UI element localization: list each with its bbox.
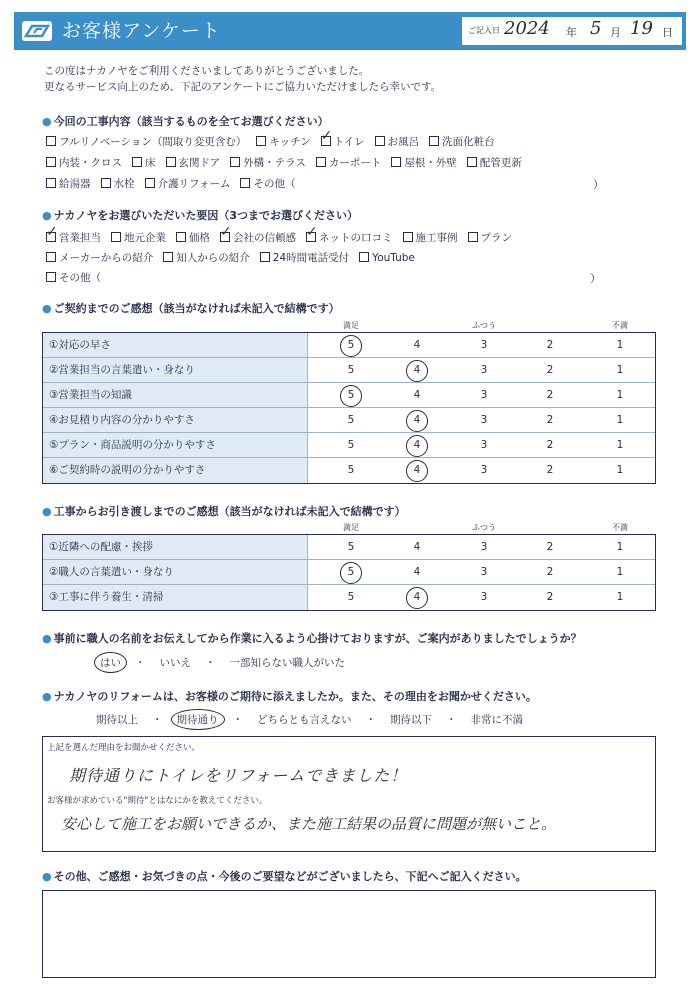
q6-options	[92, 712, 527, 727]
other-comments-box[interactable]	[42, 890, 656, 978]
expectation-label: お客様が求めている"期待"とはなにかを教えてください。	[47, 796, 268, 806]
q2-option[interactable]	[111, 230, 166, 245]
rating-value[interactable]: 1	[616, 541, 624, 553]
rating-value-selected[interactable]: 4	[402, 585, 432, 609]
q2-option-label: 価格	[189, 232, 210, 244]
rating-row	[43, 560, 655, 585]
rating-value[interactable]: 5	[347, 414, 355, 426]
bullet-icon: ●	[42, 690, 52, 703]
rating-value-selected[interactable]: 4	[402, 408, 432, 432]
option[interactable]: いいえ	[159, 657, 191, 669]
checkbox-icon[interactable]	[101, 178, 111, 188]
rating-row	[43, 333, 655, 358]
date-month-value: 5	[590, 18, 602, 39]
expectation-answer: 安心して施工をお願いできるか、また施工結果の品質に問題が無いこと。	[61, 815, 557, 833]
rating-row	[43, 383, 655, 408]
q5-title	[42, 630, 582, 646]
q1-option[interactable]	[46, 176, 91, 191]
rating-value[interactable]: 3	[480, 464, 488, 476]
date-year-value: 2024	[504, 18, 550, 39]
q4-title-text: 工事からお引き渡しまでのご感想（該当がなければ未記入で結構です）	[53, 505, 406, 518]
bullet-icon: ●	[42, 632, 52, 645]
rating-value[interactable]: 3	[480, 439, 488, 451]
q1-option[interactable]	[375, 134, 420, 149]
page-title: お客様アンケート	[62, 20, 221, 42]
q1-options-row	[46, 176, 305, 191]
rating-value[interactable]: 3	[480, 339, 488, 351]
rating-value[interactable]: 2	[546, 541, 554, 553]
q5-title-text: 事前に職人の名前をお伝えしてから作業に入るよう心掛けておりますが、ご案内がありましたでしょうか？	[53, 632, 582, 645]
option[interactable]: 一部知らない職人がいた	[229, 657, 345, 669]
rating-value[interactable]: 2	[546, 339, 554, 351]
reason-label: 上記を選んだ理由をお聞かせください。	[47, 743, 201, 753]
q1-option-label: 水栓	[113, 178, 135, 190]
q1-option[interactable]	[132, 155, 156, 170]
q1-title	[42, 113, 329, 129]
q3-rating-table	[42, 332, 656, 484]
bullet-icon: ●	[42, 870, 52, 883]
option[interactable]: 期待以下	[390, 714, 432, 726]
rating-value[interactable]: 1	[616, 591, 624, 603]
checkbox-icon[interactable]	[429, 136, 439, 146]
rating-value-selected[interactable]: 5	[336, 383, 366, 407]
intro-line: 更なるサービス向上のため、下記のアンケートにご協力いただけましたら幸いです。	[44, 81, 442, 93]
rating-value[interactable]: 3	[480, 541, 488, 553]
q1-option-label: トイレ	[333, 136, 365, 148]
company-logo-icon	[22, 21, 52, 41]
q1-option-label: 屋根・外壁	[404, 157, 457, 169]
checkbox-icon[interactable]	[467, 157, 477, 167]
rating-item-label: ③営業担当の知識	[43, 383, 308, 407]
q1-options-row	[46, 155, 532, 170]
checkbox-icon[interactable]	[46, 178, 56, 188]
q2-option[interactable]	[306, 230, 393, 245]
checkbox-icon[interactable]	[46, 136, 56, 146]
rating-value[interactable]: 4	[413, 541, 421, 553]
checkbox-icon[interactable]	[256, 136, 266, 146]
checkbox-checked-icon[interactable]	[46, 232, 56, 242]
rating-item-label: ④お見積り内容の分かりやすさ	[43, 408, 308, 432]
checkbox-icon[interactable]	[316, 157, 326, 167]
option[interactable]: 非常に不満	[470, 714, 523, 726]
q1-option-label: その他（	[253, 178, 296, 190]
q5-options	[96, 655, 349, 670]
rating-value[interactable]: 2	[546, 591, 554, 603]
q2-option[interactable]	[220, 230, 296, 245]
bullet-icon: ●	[42, 115, 52, 128]
header-bar	[14, 12, 686, 50]
rating-value[interactable]: 3	[480, 566, 488, 578]
rating-value[interactable]: 1	[616, 566, 624, 578]
scale-low-label: 不満	[612, 523, 628, 532]
checkbox-icon[interactable]	[166, 157, 176, 167]
q1-option[interactable]	[166, 155, 221, 170]
rating-value[interactable]: 5	[347, 591, 355, 603]
checkbox-icon[interactable]	[46, 272, 56, 282]
q1-option[interactable]	[145, 176, 231, 191]
q1-option-label: 内装・クロス	[59, 157, 122, 169]
q1-option[interactable]	[240, 176, 295, 191]
rating-value[interactable]: 1	[616, 439, 624, 451]
scale-high-label: 満足	[343, 523, 359, 532]
q2-option-label: 施工事例	[415, 232, 458, 244]
q2-option-label: 知人からの紹介	[176, 252, 250, 264]
checkbox-icon[interactable]	[145, 178, 155, 188]
q2-option[interactable]	[359, 252, 415, 264]
rating-value-selected[interactable]: 5	[336, 560, 366, 584]
q1-option-label: お風呂	[387, 136, 420, 148]
q2-option[interactable]	[46, 230, 101, 245]
rating-item-label: ③工事に伴う養生・清掃	[43, 585, 308, 610]
option-separator: ・	[365, 714, 376, 726]
checkbox-checked-icon[interactable]	[306, 232, 316, 242]
q1-option-label: 配管更新	[479, 157, 522, 169]
date-label: ご記入日	[468, 26, 500, 35]
q1-option-label: 介護リフォーム	[157, 178, 231, 190]
rating-value[interactable]: 2	[546, 439, 554, 451]
q1-option[interactable]	[391, 155, 457, 170]
q2-option-label: ネットの口コミ	[319, 232, 393, 244]
rating-row	[43, 433, 655, 458]
checkbox-icon[interactable]	[230, 157, 240, 167]
q2-options-row	[46, 230, 522, 245]
q1-other-paren: ）	[593, 178, 604, 191]
intro-text	[44, 63, 441, 95]
rating-row	[43, 535, 655, 560]
checkbox-icon[interactable]	[176, 232, 186, 242]
checkbox-checked-icon[interactable]	[220, 232, 230, 242]
rating-value[interactable]: 2	[546, 464, 554, 476]
rating-item-label: ①近隣への配慮・挨拶	[43, 535, 308, 559]
checkbox-icon[interactable]	[163, 252, 173, 262]
q2-title	[42, 207, 358, 223]
rating-value[interactable]: 1	[616, 389, 624, 401]
q2-option[interactable]	[468, 230, 513, 245]
q2-options-row	[46, 270, 111, 285]
date-field[interactable]	[462, 17, 682, 45]
checkbox-icon[interactable]	[46, 252, 56, 262]
q1-option-label: キッチン	[269, 136, 311, 148]
q2-option[interactable]	[46, 270, 101, 285]
q1-option[interactable]	[230, 155, 306, 170]
q4-rating-table	[42, 534, 656, 611]
rating-value[interactable]: 5	[347, 464, 355, 476]
q1-option-label: 玄関ドア	[178, 157, 221, 169]
rating-row	[43, 458, 655, 483]
option[interactable]: どちらとも言えない	[257, 714, 352, 726]
rating-value[interactable]: 2	[546, 414, 554, 426]
rating-value[interactable]: 5	[347, 541, 355, 553]
q3-title	[42, 300, 340, 316]
checkbox-icon[interactable]	[132, 157, 142, 167]
rating-item-label: ②営業担当の言葉遣い・身なり	[43, 358, 308, 382]
rating-value[interactable]: 3	[480, 414, 488, 426]
rating-value-selected[interactable]: 5	[336, 333, 366, 357]
date-day-unit: 日	[662, 26, 673, 39]
rating-value[interactable]: 1	[616, 464, 624, 476]
q2-option[interactable]	[176, 230, 210, 245]
q4-title	[42, 503, 406, 519]
scale-low-label: 不満	[612, 321, 628, 330]
q1-option-label: 洗面化粧台	[442, 136, 495, 148]
rating-item-label: ②職人の言葉遣い・身なり	[43, 560, 308, 584]
q1-option[interactable]	[321, 134, 365, 149]
q1-option[interactable]	[46, 155, 122, 170]
rating-value[interactable]: 2	[546, 364, 554, 376]
q2-option-label: メーカーからの紹介	[59, 252, 154, 264]
q2-option[interactable]	[260, 250, 349, 265]
q1-option-label: 給湯器	[59, 178, 91, 190]
q1-option[interactable]	[46, 134, 246, 149]
checkbox-icon[interactable]	[359, 252, 369, 262]
option[interactable]: 期待以上	[96, 714, 138, 726]
option-selected[interactable]: 期待通り	[173, 712, 223, 727]
rating-value[interactable]: 1	[616, 414, 624, 426]
rating-item-label: ⑥ご契約時の説明の分かりやすさ	[43, 458, 308, 483]
q1-option[interactable]	[101, 176, 135, 191]
rating-row	[43, 358, 655, 383]
q2-option-label: プラン	[480, 232, 512, 244]
scale-mid-label: ふつう	[472, 523, 496, 532]
bullet-icon: ●	[42, 505, 52, 518]
bullet-icon: ●	[42, 209, 52, 222]
checkbox-icon[interactable]	[391, 157, 401, 167]
option-separator: ・	[152, 714, 163, 726]
scale-mid-label: ふつう	[472, 321, 496, 330]
rating-value[interactable]: 4	[413, 389, 421, 401]
q7-title	[42, 868, 527, 884]
reason-box[interactable]	[42, 736, 656, 852]
rating-value-selected[interactable]: 4	[402, 433, 432, 457]
q1-option-label: カーポート	[328, 157, 382, 169]
checkbox-icon[interactable]	[468, 232, 478, 242]
option-separator: ・	[135, 657, 146, 669]
intro-line: この度はナカノヤをご利用くださいましてありがとうございました。	[44, 65, 370, 77]
rating-value[interactable]: 2	[546, 566, 554, 578]
rating-value-selected[interactable]: 4	[402, 458, 432, 482]
rating-value[interactable]: 3	[480, 591, 488, 603]
scale-high-label: 満足	[343, 321, 359, 330]
checkbox-icon[interactable]	[260, 252, 270, 262]
q2-option-label: 営業担当	[59, 232, 101, 244]
q1-option-label: フルリノベーション（間取り変更含む）	[59, 136, 247, 148]
q2-option[interactable]	[46, 250, 153, 265]
q1-option[interactable]	[316, 155, 382, 170]
date-day-value: 19	[630, 18, 653, 39]
rating-item-label: ⑤プラン・商品説明の分かりやすさ	[43, 433, 308, 457]
q1-title-text: 今回の工事内容（該当するものを全てお選びください）	[53, 115, 329, 128]
rating-value[interactable]: 3	[480, 389, 488, 401]
rating-value[interactable]: 1	[616, 339, 624, 351]
q2-option[interactable]	[163, 250, 250, 265]
option-selected[interactable]: はい	[96, 655, 125, 670]
option-separator: ・	[446, 714, 457, 726]
q2-option-label: その他（	[59, 272, 101, 284]
rating-item-label: ①対応の早さ	[43, 333, 308, 357]
rating-value[interactable]: 1	[616, 364, 624, 376]
checkbox-icon[interactable]	[111, 232, 121, 242]
rating-value[interactable]: 3	[480, 364, 488, 376]
checkbox-icon[interactable]	[240, 178, 250, 188]
date-year-unit: 年	[566, 26, 577, 39]
q1-option[interactable]	[256, 134, 310, 149]
q2-options-row	[46, 250, 425, 265]
q1-option[interactable]	[467, 155, 522, 170]
checkbox-icon[interactable]	[403, 232, 413, 242]
checkbox-icon[interactable]	[375, 136, 385, 146]
checkbox-icon[interactable]	[46, 157, 56, 167]
q2-title-text: ナカノヤをお選びいただいた要因（3つまでお選びください）	[53, 209, 359, 222]
q1-option-label: 外構・テラス	[243, 157, 306, 169]
q2-option-label: YouTube	[372, 252, 415, 264]
q2-option[interactable]	[403, 230, 458, 245]
q6-title-text: ナカノヤのリフォームは、お客様のご期待に添えましたか。また、その理由をお聞かせください。	[53, 690, 537, 703]
date-month-unit: 月	[610, 26, 621, 39]
rating-row	[43, 408, 655, 433]
q1-options-row	[46, 134, 505, 149]
rating-row	[43, 585, 655, 610]
q1-option[interactable]	[429, 134, 495, 149]
reason-answer: 期待通りにトイレをリフォームできました！	[69, 766, 408, 785]
rating-value[interactable]: 5	[347, 439, 355, 451]
bullet-icon: ●	[42, 302, 52, 315]
rating-value[interactable]: 5	[347, 364, 355, 376]
q2-option-label: 24時間電話受付	[272, 252, 350, 264]
q1-option-label: 床	[145, 157, 156, 169]
q6-title	[42, 688, 537, 704]
q2-option-label: 会社の信頼感	[233, 232, 296, 244]
q2-option-label: 地元企業	[124, 232, 166, 244]
rating-value[interactable]: 4	[413, 566, 421, 578]
q7-title-text: その他、ご感想・お気づきの点・今後のご要望などがございましたら、下記へご記入ください。	[53, 870, 527, 883]
rating-value[interactable]: 4	[413, 339, 421, 351]
option-separator: ・	[232, 714, 243, 726]
rating-value[interactable]: 2	[546, 389, 554, 401]
q2-other-paren: ）	[590, 272, 601, 285]
option-separator: ・	[205, 657, 216, 669]
checkbox-checked-icon[interactable]	[321, 136, 331, 146]
rating-value-selected[interactable]: 4	[402, 358, 432, 382]
q3-title-text: ご契約までのご感想（該当がなければ未記入で結構です）	[53, 302, 340, 315]
